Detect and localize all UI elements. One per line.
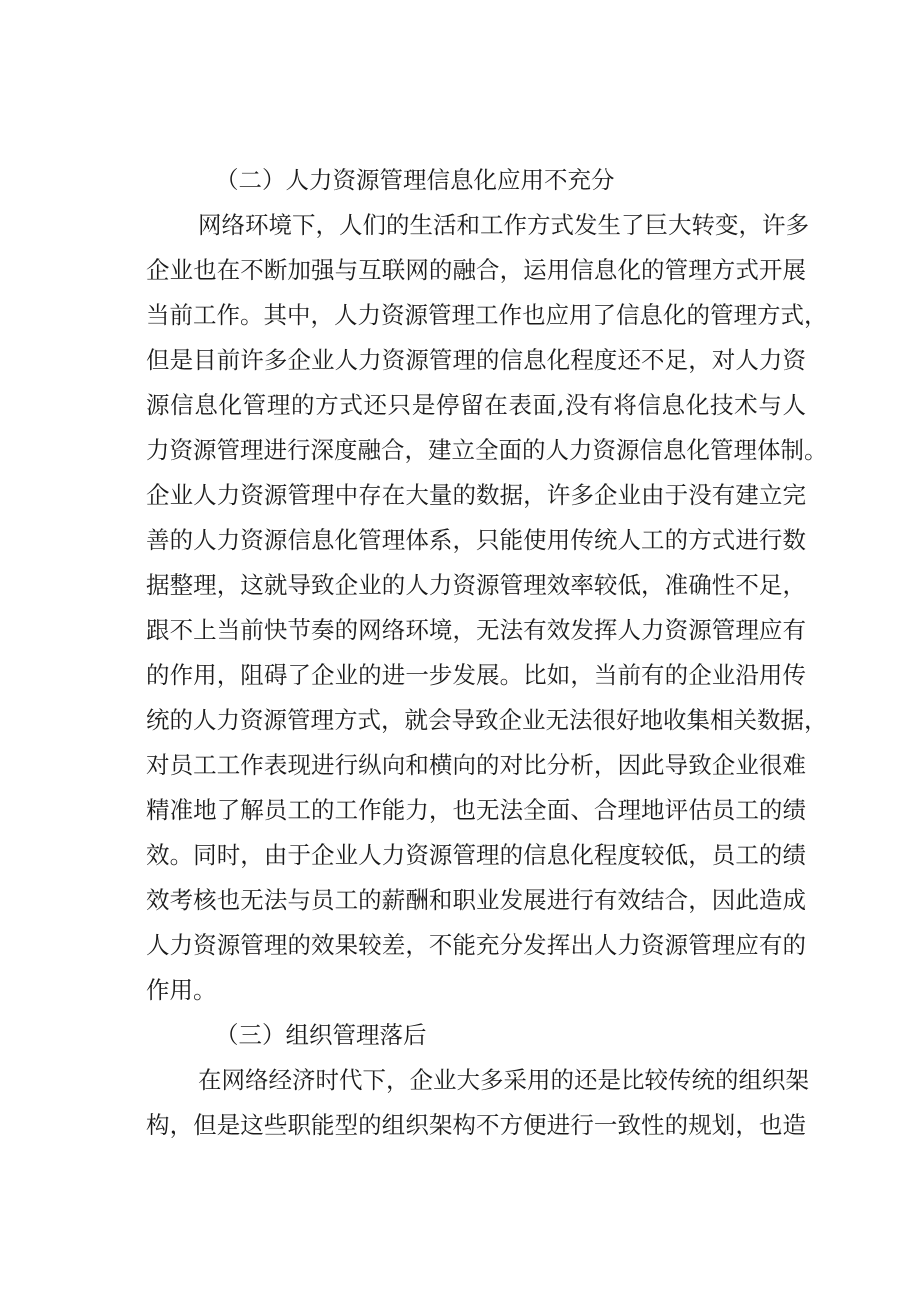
section-heading-2: （二）人力资源管理信息化应用不充分 — [215, 166, 615, 194]
paragraph-line: 效。同时，由于企业人力资源管理的信息化程度较低，员工的绩 — [146, 841, 806, 869]
paragraph-line: 统的人力资源管理方式，就会导致企业无法很好地收集相关数据， — [146, 706, 828, 734]
paragraph-line: 作用。 — [146, 976, 217, 1004]
paragraph-line: 精准地了解员工的工作能力，也无法全面、合理地评估员工的绩 — [146, 796, 806, 824]
section-heading-3: （三）组织管理落后 — [215, 1021, 427, 1049]
paragraph-line: 善的人力资源信息化管理体系，只能使用传统人工的方式进行数 — [146, 526, 806, 554]
paragraph-line: 对员工工作表现进行纵向和横向的对比分析，因此导致企业很难 — [146, 751, 806, 779]
paragraph-line: 源信息化管理的方式还只是停留在表面,没有将信息化技术与人 — [146, 391, 806, 419]
paragraph-line: 人力资源管理的效果较差，不能充分发挥出人力资源管理应有的 — [146, 931, 806, 959]
paragraph-line: 跟不上当前快节奏的网络环境，无法有效发挥人力资源管理应有 — [146, 616, 806, 644]
paragraph-line: 网络环境下，人们的生活和工作方式发生了巨大转变，许多 — [198, 211, 809, 239]
paragraph-line: 企业人力资源管理中存在大量的数据，许多企业由于没有建立完 — [146, 481, 806, 509]
paragraph-line: 当前工作。其中，人力资源管理工作也应用了信息化的管理方式， — [146, 301, 828, 329]
paragraph-line: 据整理，这就导致企业的人力资源管理效率较低，准确性不足， — [146, 571, 806, 599]
paragraph-line: 效考核也无法与员工的薪酬和职业发展进行有效结合，因此造成 — [146, 886, 806, 914]
paragraph-line: 的作用，阻碍了企业的进一步发展。比如，当前有的企业沿用传 — [146, 661, 806, 689]
paragraph-line: 企业也在不断加强与互联网的融合，运用信息化的管理方式开展 — [146, 256, 806, 284]
paragraph-line: 力资源管理进行深度融合，建立全面的人力资源信息化管理体制。 — [146, 436, 828, 464]
paragraph-line: 在网络经济时代下，企业大多采用的还是比较传统的组织架 — [198, 1066, 809, 1094]
paragraph-line: 构，但是这些职能型的组织架构不方便进行一致性的规划，也造 — [146, 1111, 806, 1139]
paragraph-line: 但是目前许多企业人力资源管理的信息化程度还不足，对人力资 — [146, 346, 806, 374]
